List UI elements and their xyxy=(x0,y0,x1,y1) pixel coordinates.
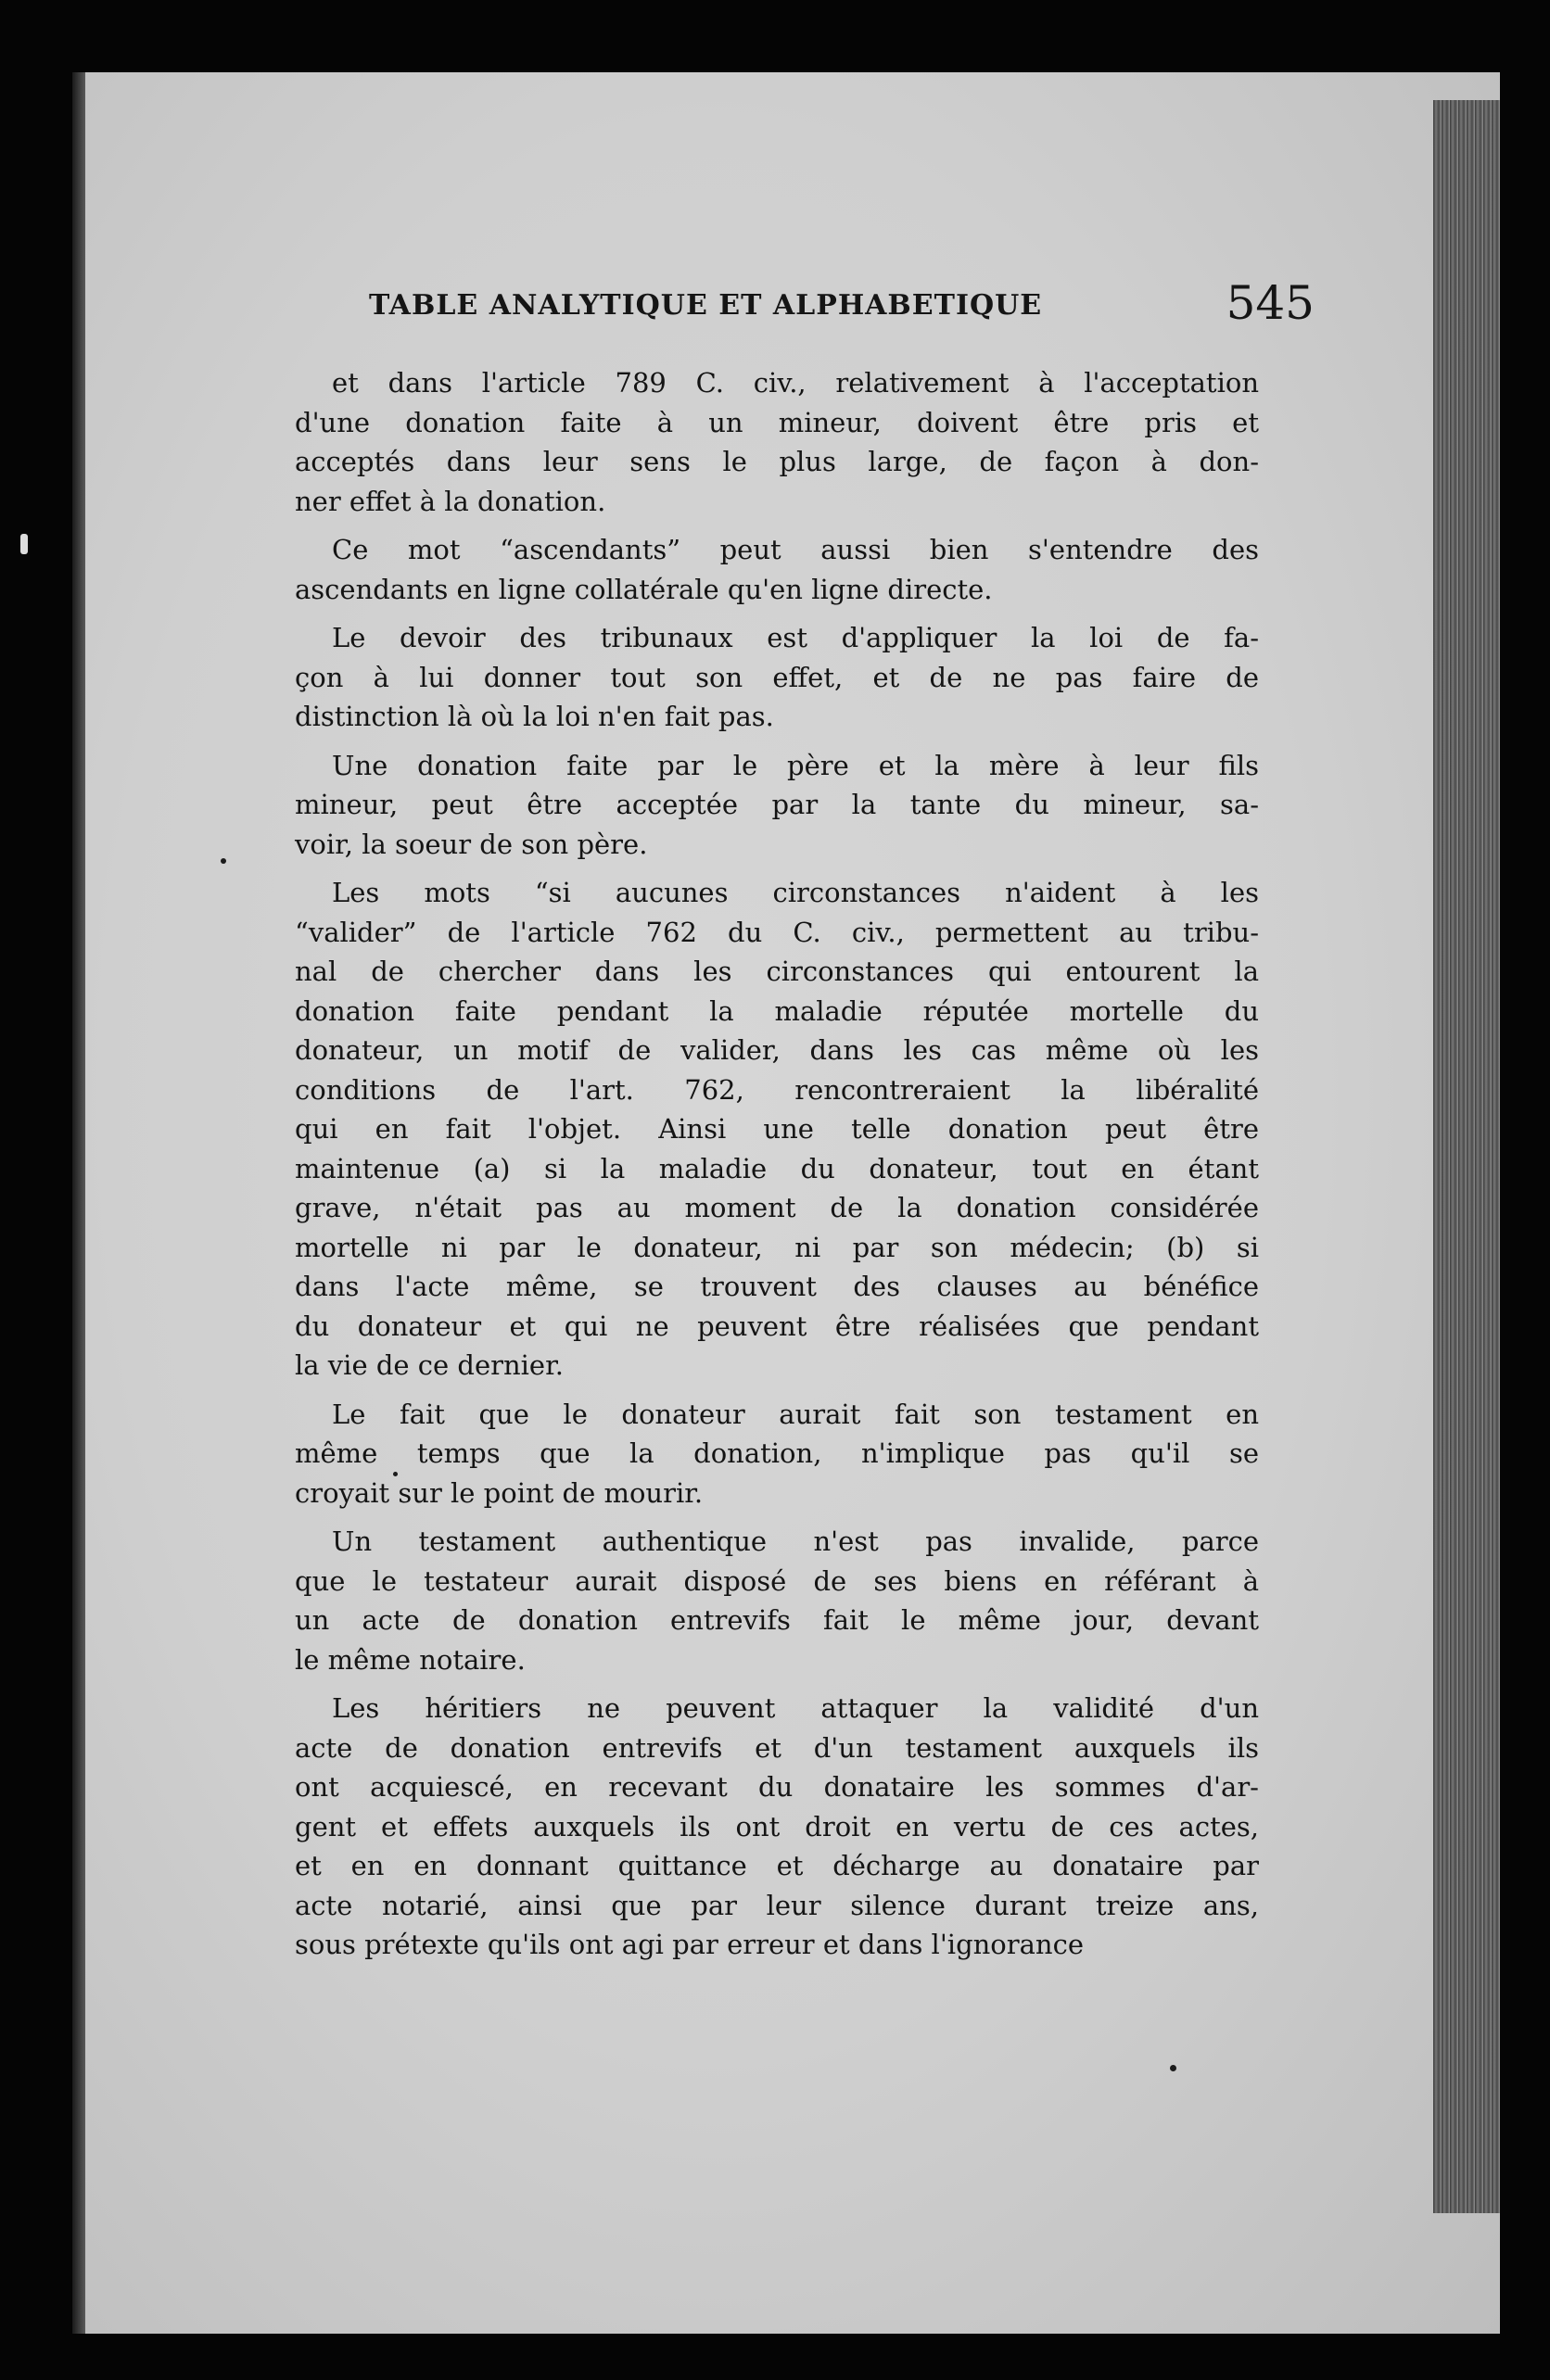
ink-speck xyxy=(393,1472,398,1476)
text-line: mortelle ni par le donateur, ni par son médecin; (b) si xyxy=(295,1231,1259,1263)
paragraph xyxy=(295,873,1259,1386)
text-line: dans l'acte même, se trouvent des clauses au bénéfice xyxy=(295,1271,1259,1302)
page-number: 545 xyxy=(1226,276,1315,330)
paragraph xyxy=(295,1522,1259,1679)
text-line: grave, n'était pas au moment de la donation considérée xyxy=(295,1192,1259,1223)
text-line: Les héritiers ne peuvent attaquer la validité d'un xyxy=(332,1692,1259,1724)
text-line: distinction là où la loi n'en fait pas. xyxy=(295,701,774,732)
text-line: d'une donation faite à un mineur, doivent être pris et xyxy=(295,406,1259,438)
text-line: Une donation faite par le père et la mère à leur fils xyxy=(332,749,1259,781)
text-line: Le fait que le donateur aurait fait son testament en xyxy=(332,1398,1259,1430)
ink-speck xyxy=(221,858,226,864)
text-line: gent et effets auxquels ils ont droit en vertu de ces actes, xyxy=(295,1810,1259,1842)
text-line: Un testament authentique n'est pas invalide, parce xyxy=(332,1525,1259,1557)
ink-speck xyxy=(1170,2065,1176,2071)
running-title: TABLE ANALYTIQUE ET ALPHABETIQUE xyxy=(369,289,1043,322)
paragraph xyxy=(295,363,1259,521)
text-line: Le devoir des tribunaux est d'appliquer la loi de fa- xyxy=(332,622,1259,653)
text-line: croyait sur le point de mourir. xyxy=(295,1476,704,1509)
text-line: “valider” de l'article 762 du C. civ., permettent au tribu- xyxy=(295,916,1259,948)
text-line: donation faite pendant la maladie réputée mortelle du xyxy=(295,994,1259,1027)
text-line: acte notarié, ainsi que par leur silence durant treize ans, xyxy=(295,1889,1259,1921)
text-line: nal de chercher dans les circonstances qui entourent la xyxy=(295,956,1259,987)
text-line: Ce mot “ascendants” peut aussi bien s'entendre des xyxy=(332,534,1259,565)
text-line: que le testateur aurait disposé de ses biens en référant à xyxy=(295,1564,1259,1597)
text-line: qui en fait l'objet. Ainsi une telle donation peut être xyxy=(295,1113,1259,1145)
paragraph xyxy=(295,618,1259,737)
text-line: la vie de ce dernier. xyxy=(295,1349,564,1381)
text-line: sous prétexte qu'ils ont agi par erreur et dans l'ignorance xyxy=(295,1929,1084,1960)
text-line: maintenue (a) si la maladie du donateur, tout en étant xyxy=(295,1152,1259,1184)
text-line: le même notaire. xyxy=(295,1643,526,1676)
paragraph xyxy=(295,530,1259,609)
text-line: acceptés dans leur sens le plus large, de façon à don- xyxy=(295,446,1259,477)
page-gutter xyxy=(72,72,85,2334)
paragraph xyxy=(295,1395,1259,1513)
text-line: donateur, un motif de valider, dans les cas même où les xyxy=(295,1034,1259,1066)
text-line: ont acquiescé, en recevant du donataire les sommes d'ar- xyxy=(295,1771,1259,1803)
text-line: mineur, peut être acceptée par la tante du mineur, sa- xyxy=(295,789,1259,820)
text-line: ner effet à la donation. xyxy=(295,485,606,517)
text-line: et en en donnant quittance et décharge au donataire par xyxy=(295,1850,1259,1881)
text-line: du donateur et qui ne peuvent être réalisées que pendant xyxy=(295,1310,1259,1342)
page-edges xyxy=(1433,100,1500,2213)
running-header xyxy=(369,276,1315,341)
text-line: çon à lui donner tout son effet, et de ne pas faire de xyxy=(295,661,1259,693)
body-text xyxy=(295,363,1259,1974)
text-line: acte de donation entrevifs et d'un testament auxquels ils xyxy=(295,1731,1259,1764)
text-line: même temps que la donation, n'implique pas qu'il se xyxy=(295,1437,1259,1469)
paragraph xyxy=(295,1689,1259,1965)
text-line: conditions de l'art. 762, rencontreraient la libéralité xyxy=(295,1073,1259,1106)
text-line: Les mots “si aucunes circonstances n'aident à les xyxy=(332,877,1259,908)
text-line: voir, la soeur de son père. xyxy=(295,828,648,860)
text-line: et dans l'article 789 C. civ., relativement à l'acceptation xyxy=(332,367,1259,399)
text-line: ascendants en ligne collatérale qu'en ligne directe. xyxy=(295,573,993,605)
ink-speck xyxy=(20,534,28,554)
text-line: un acte de donation entrevifs fait le même jour, devant xyxy=(295,1604,1259,1636)
paragraph xyxy=(295,746,1259,865)
